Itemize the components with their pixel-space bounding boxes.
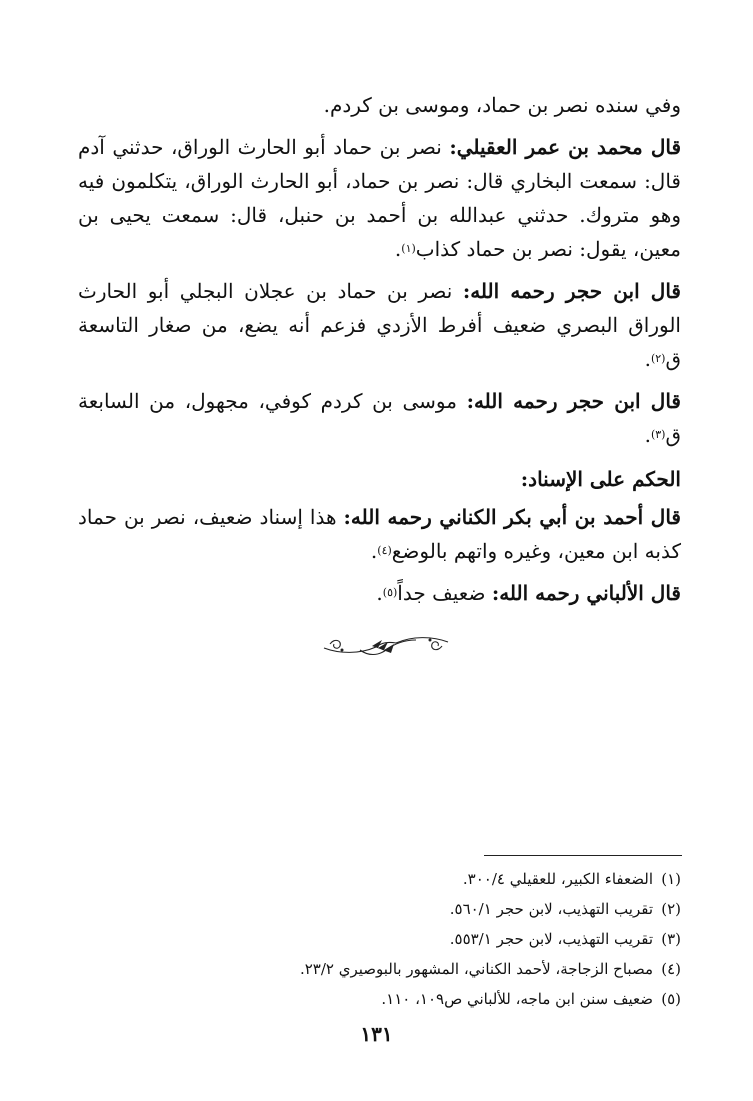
footnote-item [61,864,681,894]
paragraph-uqaili: قال محمد بن عمر العقيلي: نصر بن حماد أبو الحارث الوراق، حدثني آدم قال: سمعت البخاري قال: نصر بن حماد، أبو الحارث الوراق، يتكلمون فيه وهو متروك. حدثني عبدالله بن أحمد بن حنبل، قال: سمعت يحيى بن معين، يقول: نصر بن حماد كذاب$^{(١)}$. [78,135,682,261]
main-text-4 [78,384,681,456]
section-heading: الحكم على الإسناد: [520,467,681,491]
footnote-number: (٤) [661,960,681,978]
main-text-3 [78,274,681,380]
paragraph-albani: قال الألباني رحمه الله: ضعيف جداً$^{(٥)}$. [376,581,681,605]
main-text [78,88,681,122]
quote-lead: قال أحمد بن أبي بكر الكناني رحمه الله: [343,505,681,529]
footnote-ref: (٢) [650,352,666,365]
footnote-item [61,894,681,924]
footnote-item [61,984,681,1014]
footnote-ref: (٤) [377,544,392,557]
footnote-number: (١) [661,870,681,888]
main-text-2 [78,130,681,270]
quote-lead: قال ابن حجر رحمه الله: [466,389,681,413]
page-number: ١٣١ [360,1022,393,1046]
footnote-divider [484,855,682,856]
footnote-ref: (٥) [382,586,398,599]
footnote-ref: (٣) [650,428,666,441]
footnote-number: (٣) [661,930,681,948]
footnote-item [61,924,681,954]
quote-lead: قال الألباني رحمه الله: [491,581,681,605]
main-text-5 [78,462,681,496]
footnote-number: (٥) [661,990,681,1008]
footnotes-list [61,864,681,1014]
footnote-number: (٢) [661,900,681,918]
footnote-text: تقريب التهذيب، لابن حجر ٥٦٠/١. [449,900,653,918]
decorative-flourish-icon [320,630,452,660]
main-text-6 [78,500,681,572]
main-text-7 [78,576,681,614]
quote-lead: قال ابن حجر رحمه الله: [462,279,681,303]
footnote-text: مصباح الزجاجة، لأحمد الكناني، المشهور بالبوصيري ٢٣/٢. [299,960,653,978]
paragraph-intro: وفي سنده نصر بن حماد، وموسى بن كردم. [323,93,681,117]
paragraph-kinani: قال أحمد بن أبي بكر الكناني رحمه الله: هذا إسناد ضعيف، نصر بن حماد كذبه ابن معين، وغيره واتهم بالوضع$^{(٤)}$. [78,505,681,563]
footnote-text: تقريب التهذيب، لابن حجر ٥٥٣/١. [449,930,653,948]
footnote-ref: (١) [401,242,416,255]
footnote-item [61,954,681,984]
paragraph-ibn-hajar-2: قال ابن حجر رحمه الله: موسى بن كردم كوفي، مجهول، من السابعة ق$^{(٣)}$. [78,389,681,447]
quote-lead: قال محمد بن عمر العقيلي: [449,135,682,159]
paragraph-ibn-hajar-1: قال ابن حجر رحمه الله: نصر بن حماد بن عجلان البجلي أبو الحارث الوراق البصري ضعيف أفرط الأزدي فزعم أنه يضع، من صغار التاسعة ق$^{(٢)}$. [78,279,681,371]
footnote-text: ضعيف سنن ابن ماجه، للألباني ص١٠٩، ١١٠. [381,990,653,1008]
footnote-text: الضعفاء الكبير، للعقيلي ٣٠٠/٤. [462,870,653,888]
